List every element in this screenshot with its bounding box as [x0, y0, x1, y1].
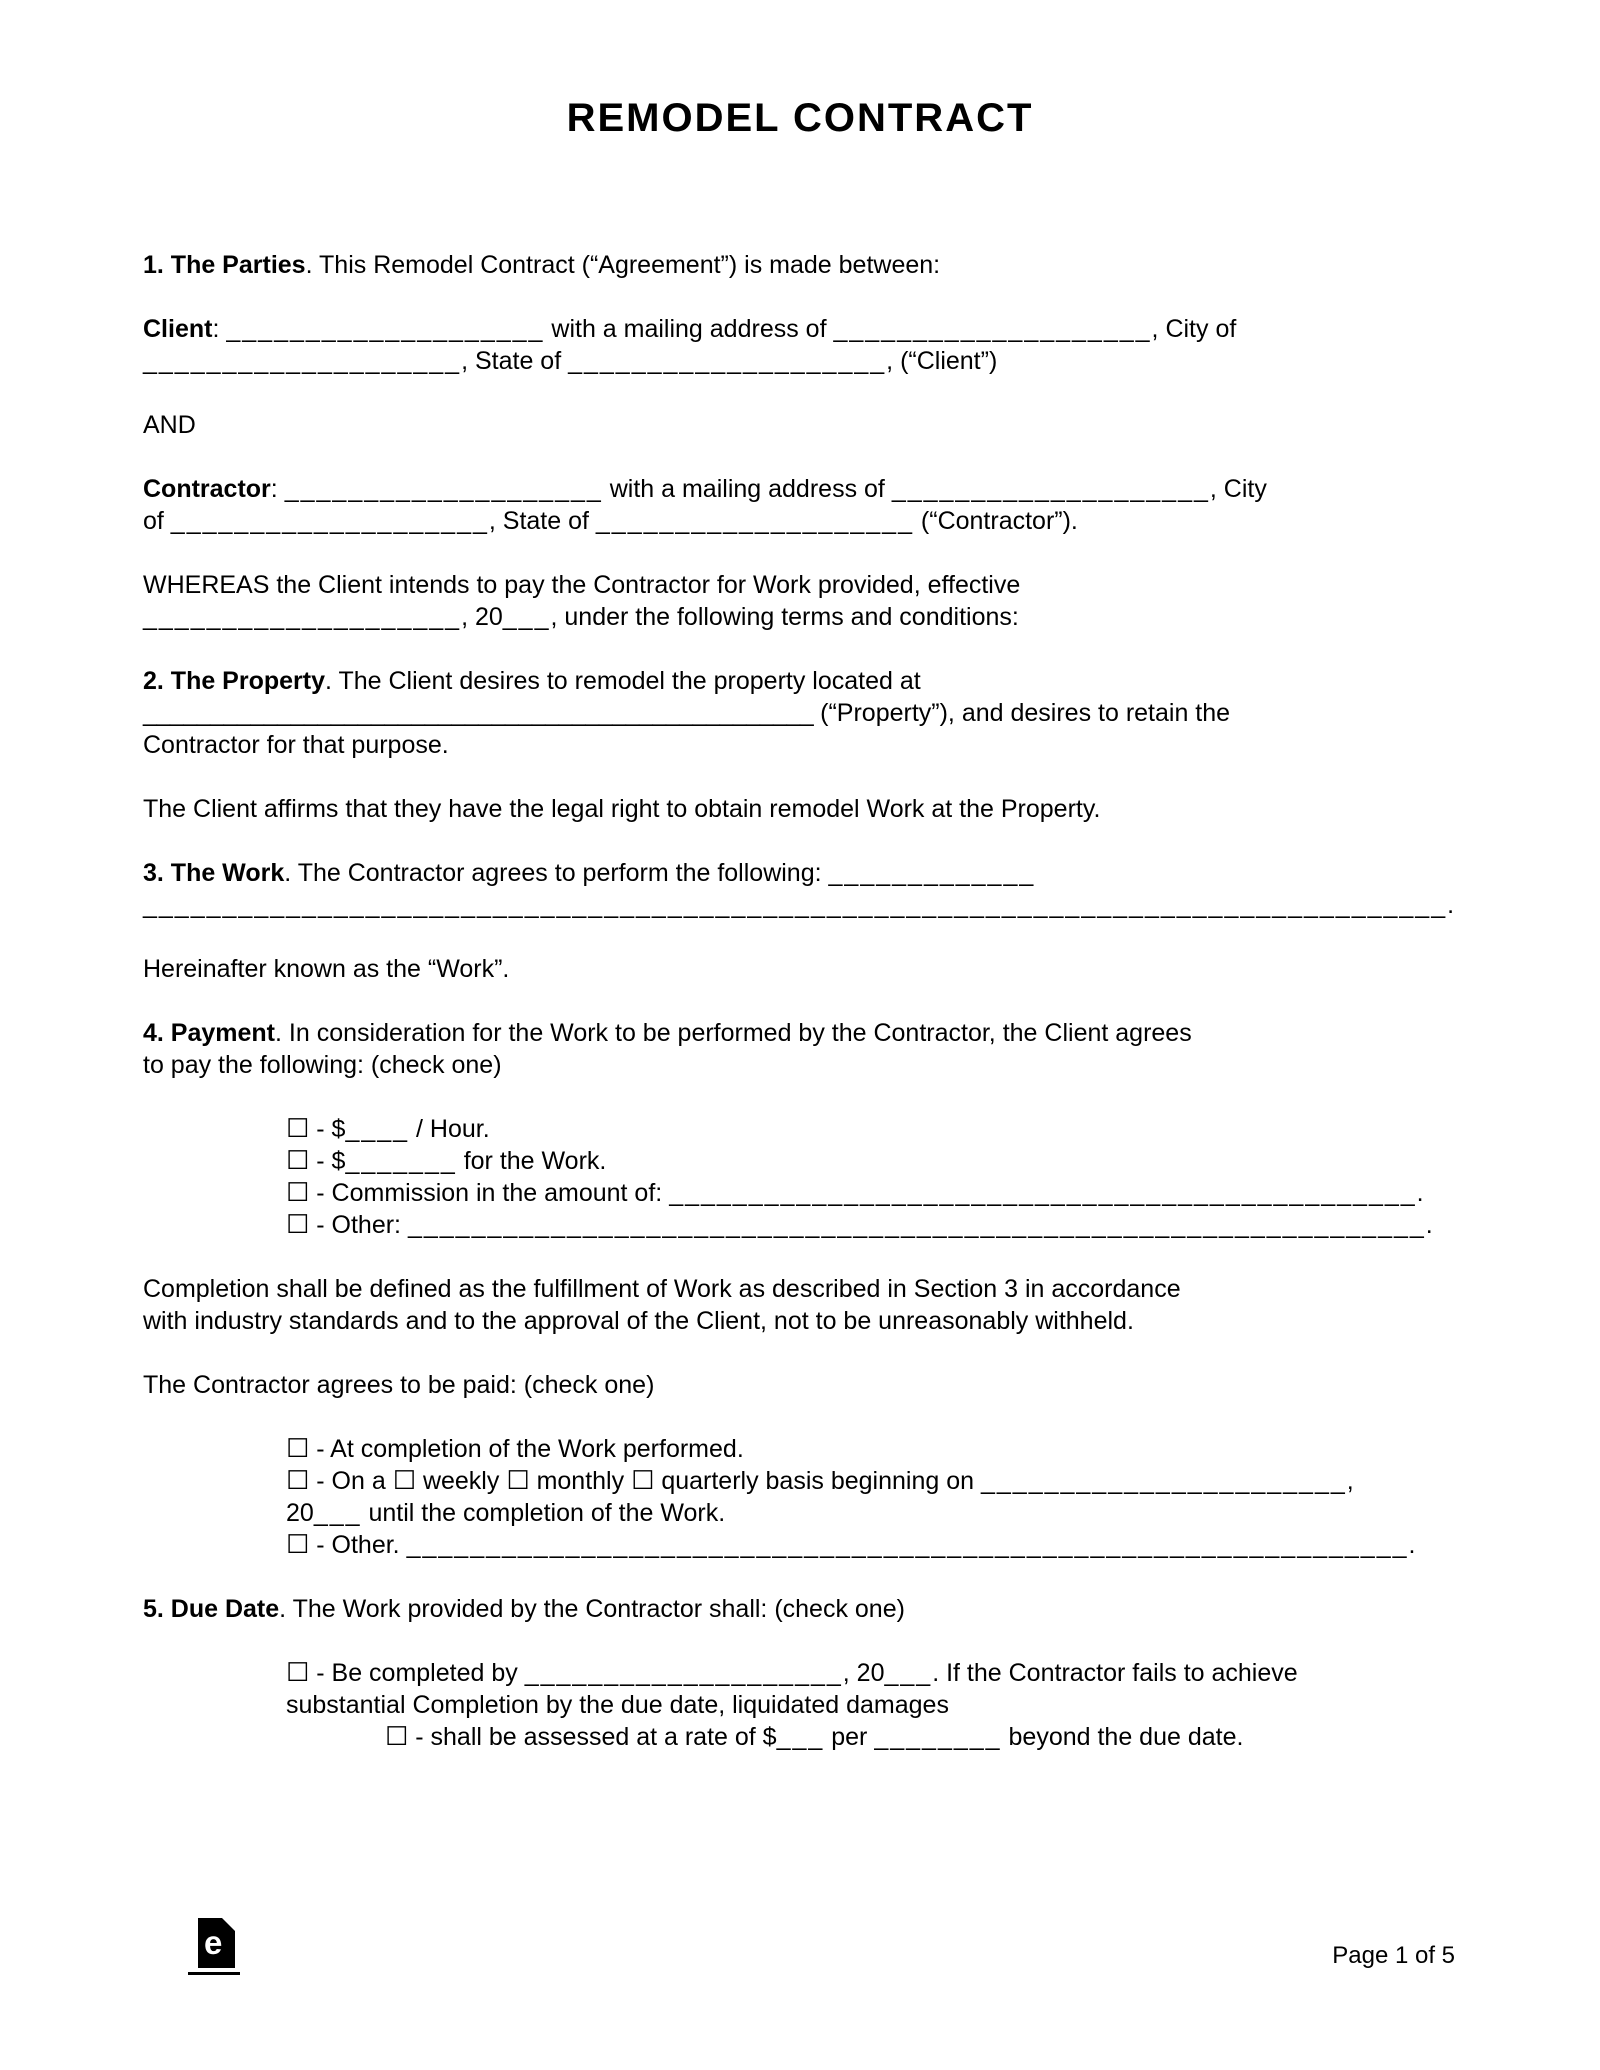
document-line	[143, 1529, 1457, 1561]
text-run: Hereinafter known as the “Work”.	[143, 955, 510, 983]
document-line	[143, 409, 1457, 441]
text-run: .	[1416, 1179, 1424, 1207]
text-run: .	[1425, 1211, 1433, 1239]
text-run: - Other.	[309, 1531, 407, 1559]
text-run: , City	[1209, 475, 1267, 503]
checkbox-icon: ☐	[286, 1530, 310, 1560]
checkbox-icon: ☐	[286, 1114, 310, 1144]
document-line	[143, 793, 1457, 825]
text-run: to pay the following: (check one)	[143, 1051, 502, 1079]
document-line	[143, 569, 1457, 601]
document-line	[143, 1145, 1457, 1177]
bold-text: 3. The Work	[143, 859, 285, 887]
bold-text: 5. Due Date	[143, 1595, 280, 1623]
document-line	[143, 953, 1457, 985]
text-run: Contractor for that purpose.	[143, 731, 449, 759]
document-line	[143, 1593, 1457, 1625]
blank-line: ____________________	[891, 475, 1210, 503]
text-run: :	[212, 315, 227, 343]
blank-line: ____________________	[226, 315, 545, 343]
logo-underline	[188, 1972, 240, 1975]
text-run: (“Contractor”).	[913, 507, 1078, 535]
document-line	[143, 1433, 1457, 1465]
blank-line: _______________________________________________	[669, 1179, 1417, 1207]
blank-line: _______	[345, 1147, 457, 1175]
blank-line: _______________________	[980, 1467, 1347, 1495]
blank-line: __________________________________________________________________________________	[143, 891, 1448, 919]
document-line	[143, 1465, 1457, 1497]
text-run: :	[270, 475, 285, 503]
page-number: Page 1 of 5	[1332, 1942, 1455, 1969]
document-line	[143, 665, 1457, 697]
document-line	[143, 889, 1457, 921]
text-run: - Other:	[309, 1211, 408, 1239]
text-run: with industry standards and to the approval of the Client, not to be unreasonably withheld.	[143, 1307, 1134, 1335]
text-run: , (“Client”)	[886, 347, 998, 375]
text-run: , State of	[461, 347, 569, 375]
text-run: with a mailing address of	[602, 475, 892, 503]
document-page-icon	[198, 1918, 235, 1968]
document-line	[143, 249, 1457, 281]
document-body	[143, 249, 1457, 1753]
text-run: . In consideration for the Work to be performed by the Contractor, the Client agrees	[275, 1019, 1192, 1047]
text-run: . This Remodel Contract (“Agreement”) is made between:	[305, 251, 941, 279]
blank-line: ____________________	[143, 603, 462, 631]
document-line	[143, 473, 1457, 505]
text-run: until the completion of the Work.	[361, 1499, 726, 1527]
blank-line: ____________________	[284, 475, 603, 503]
text-run: - Commission in the amount of:	[309, 1179, 670, 1207]
document-line	[143, 505, 1457, 537]
text-run: The Client affirms that they have the legal right to obtain remodel Work at the Property.	[143, 795, 1101, 823]
text-run: WHEREAS the Client intends to pay the Contractor for Work provided, effective	[143, 571, 1021, 599]
document-line	[143, 729, 1457, 761]
document-line	[143, 857, 1457, 889]
document-line	[143, 601, 1457, 633]
document-line	[143, 1657, 1457, 1689]
text-run: beyond the due date.	[1001, 1723, 1244, 1751]
text-run: The Contractor agrees to be paid: (check one)	[143, 1371, 655, 1399]
blank-line: ___	[313, 1499, 362, 1527]
document-line	[143, 1689, 1457, 1721]
text-run: - Be completed by	[309, 1659, 525, 1687]
bold-text: 4. Payment	[143, 1019, 276, 1047]
document-line	[143, 1497, 1457, 1529]
text-run: quarterly basis beginning on	[654, 1467, 981, 1495]
text-run: - On a	[309, 1467, 393, 1495]
checkbox-icon: ☐	[286, 1658, 310, 1688]
document-line	[143, 697, 1457, 729]
blank-line: ____________________	[595, 507, 914, 535]
checkbox-icon: ☐	[286, 1178, 310, 1208]
document-line	[143, 313, 1457, 345]
bold-text: Client	[143, 315, 213, 343]
bold-text: 1. The Parties	[143, 251, 306, 279]
text-run: . If the Contractor fails to achieve	[932, 1659, 1298, 1687]
text-run: , City of	[1151, 315, 1237, 343]
text-run: with a mailing address of	[544, 315, 834, 343]
document-line	[143, 1273, 1457, 1305]
blank-line: _______________________________________________________________	[406, 1531, 1409, 1559]
text-run: - $	[309, 1147, 346, 1175]
logo-letter: e	[204, 1924, 223, 1961]
text-run: . The Contractor agrees to perform the following:	[284, 859, 829, 887]
checkbox-icon: ☐	[286, 1146, 310, 1176]
text-run: (“Property”), and desires to retain the	[813, 699, 1231, 727]
blank-line: ____________________	[833, 315, 1152, 343]
text-run: monthly	[529, 1467, 632, 1495]
blank-line-solid: __________________________________________________	[143, 699, 814, 727]
blank-line: ____________________	[170, 507, 489, 535]
text-run: , 20	[461, 603, 503, 631]
blank-line: ____________________	[568, 347, 887, 375]
document-line	[143, 1177, 1457, 1209]
checkbox-icon: ☐	[631, 1466, 655, 1496]
bold-text: 2. The Property	[143, 667, 325, 695]
blank-line: ____________________	[143, 347, 462, 375]
document-line	[143, 1305, 1457, 1337]
eforms-logo	[198, 1918, 235, 1968]
text-run: .	[1408, 1531, 1416, 1559]
blank-line: ___	[502, 603, 551, 631]
bold-text: Contractor	[143, 475, 271, 503]
text-run: . The Client desires to remodel the property located at	[325, 667, 921, 695]
text-run: 20	[286, 1499, 314, 1527]
text-run: , 20	[842, 1659, 885, 1687]
blank-line: ___	[884, 1659, 933, 1687]
document-line	[143, 1209, 1457, 1241]
document-content	[0, 96, 1600, 1753]
text-run: weekly	[416, 1467, 507, 1495]
text-run: Completion shall be defined as the fulfillment of Work as described in Section 3 in accordance	[143, 1275, 1181, 1303]
text-run: per	[824, 1723, 875, 1751]
blank-line: ________________________________________________________________	[407, 1211, 1426, 1239]
text-run: / Hour.	[409, 1115, 490, 1143]
text-run: ,	[1346, 1467, 1354, 1495]
checkbox-icon: ☐	[506, 1466, 530, 1496]
text-run: , under the following terms and conditions:	[550, 603, 1019, 631]
text-run: for the Work.	[456, 1147, 607, 1175]
document-line	[143, 1369, 1457, 1401]
document-line	[143, 1721, 1457, 1753]
text-run: .	[1447, 891, 1455, 919]
checkbox-icon: ☐	[392, 1466, 416, 1496]
blank-line: ____________________	[524, 1659, 843, 1687]
blank-line: ____	[345, 1115, 410, 1143]
text-run: - $	[309, 1115, 346, 1143]
document-line	[143, 1049, 1457, 1081]
blank-line: ___	[776, 1723, 825, 1751]
blank-line: ________	[874, 1723, 1002, 1751]
document-line	[143, 1113, 1457, 1145]
text-run: - At completion of the Work performed.	[309, 1435, 744, 1463]
text-run: AND	[143, 411, 196, 439]
text-run: of	[143, 507, 171, 535]
checkbox-icon: ☐	[286, 1210, 310, 1240]
text-run: . The Work provided by the Contractor shall: (check one)	[279, 1595, 905, 1623]
text-run: - shall be assessed at a rate of $	[408, 1723, 777, 1751]
blank-line: _____________	[828, 859, 1036, 887]
document-line	[143, 345, 1457, 377]
checkbox-icon: ☐	[286, 1466, 310, 1496]
text-run: substantial Completion by the due date, liquidated damages	[286, 1691, 949, 1719]
document-line	[143, 1017, 1457, 1049]
checkbox-icon: ☐	[286, 1434, 310, 1464]
document-title: REMODEL CONTRACT	[566, 96, 1034, 140]
text-run: , State of	[488, 507, 596, 535]
checkbox-icon: ☐	[385, 1722, 409, 1752]
